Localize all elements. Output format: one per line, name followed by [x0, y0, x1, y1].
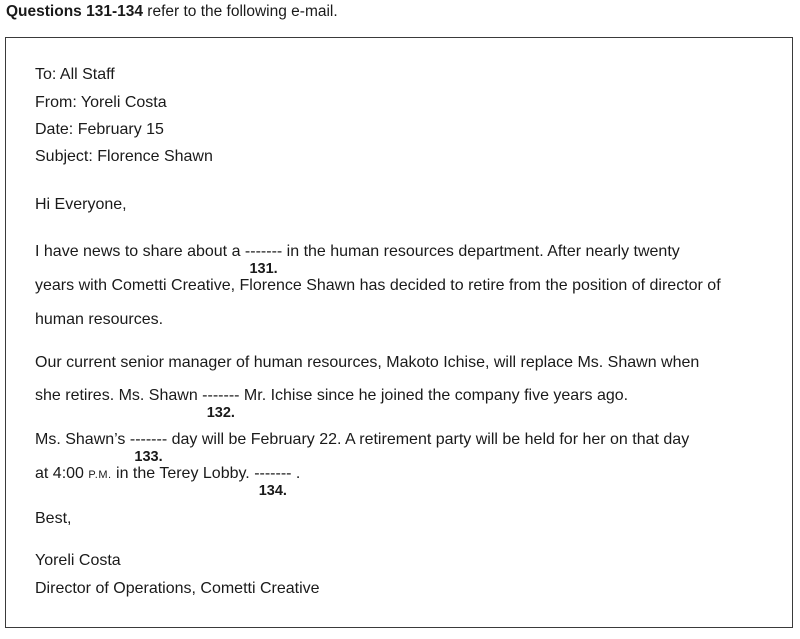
blank-131	[244, 243, 283, 277]
paragraph2-line2	[35, 387, 629, 421]
instructions	[6, 3, 338, 21]
text-segment: in the human resources department. After nearly twenty	[282, 243, 680, 260]
closing: Best,	[35, 510, 72, 527]
email-box	[5, 37, 793, 628]
date-line: Date: February 15	[35, 121, 164, 138]
text-segment: I have news to share about a	[35, 243, 245, 260]
text-segment: at 4:00	[35, 465, 89, 482]
paragraph1-line3: human resources.	[35, 311, 164, 328]
paragraph3-line1	[35, 431, 690, 465]
signature-name: Yoreli Costa	[35, 552, 121, 569]
question-number-133: 133.	[134, 449, 163, 465]
question-number-134: 134.	[258, 483, 287, 499]
blank-mark: -------	[254, 465, 292, 482]
blank-132	[202, 387, 240, 421]
blank-134	[254, 465, 292, 499]
text-segment: Mr. Ichise since he joined the company five years ago.	[239, 387, 629, 404]
question-range: Questions 131-134	[6, 3, 143, 20]
paragraph1-line1	[35, 243, 680, 277]
text-segment: Ms. Shawn’s	[35, 431, 130, 448]
text-segment: day will be February 22. A retirement party will be held for her on that day	[167, 431, 690, 448]
subject-line: Subject: Florence Shawn	[35, 148, 213, 165]
question-number-132: 132.	[206, 405, 235, 421]
text-segment: .	[291, 465, 301, 482]
instructions-text: refer to the following e-mail.	[142, 3, 338, 20]
blank-133	[129, 431, 168, 465]
text-segment: in the Terey Lobby.	[111, 465, 255, 482]
signature-title: Director of Operations, Cometti Creative	[35, 580, 320, 597]
blank-mark: -------	[129, 431, 168, 448]
text-segment: she retires. Ms. Shawn	[35, 387, 203, 404]
blank-mark: -------	[202, 387, 240, 404]
from-line: From: Yoreli Costa	[35, 94, 167, 111]
time-suffix: P.M.	[88, 469, 112, 481]
to-line: To: All Staff	[35, 66, 115, 83]
greeting: Hi Everyone,	[35, 196, 127, 213]
question-number-131: 131.	[249, 261, 278, 277]
paragraph1-line2: years with Cometti Creative, Florence Shawn has decided to retire from the position of director of	[35, 277, 721, 294]
paragraph2-line1: Our current senior manager of human resources, Makoto Ichise, will replace Ms. Shawn when	[35, 354, 700, 371]
paragraph3-line2	[35, 465, 301, 499]
blank-mark: -------	[244, 243, 283, 260]
